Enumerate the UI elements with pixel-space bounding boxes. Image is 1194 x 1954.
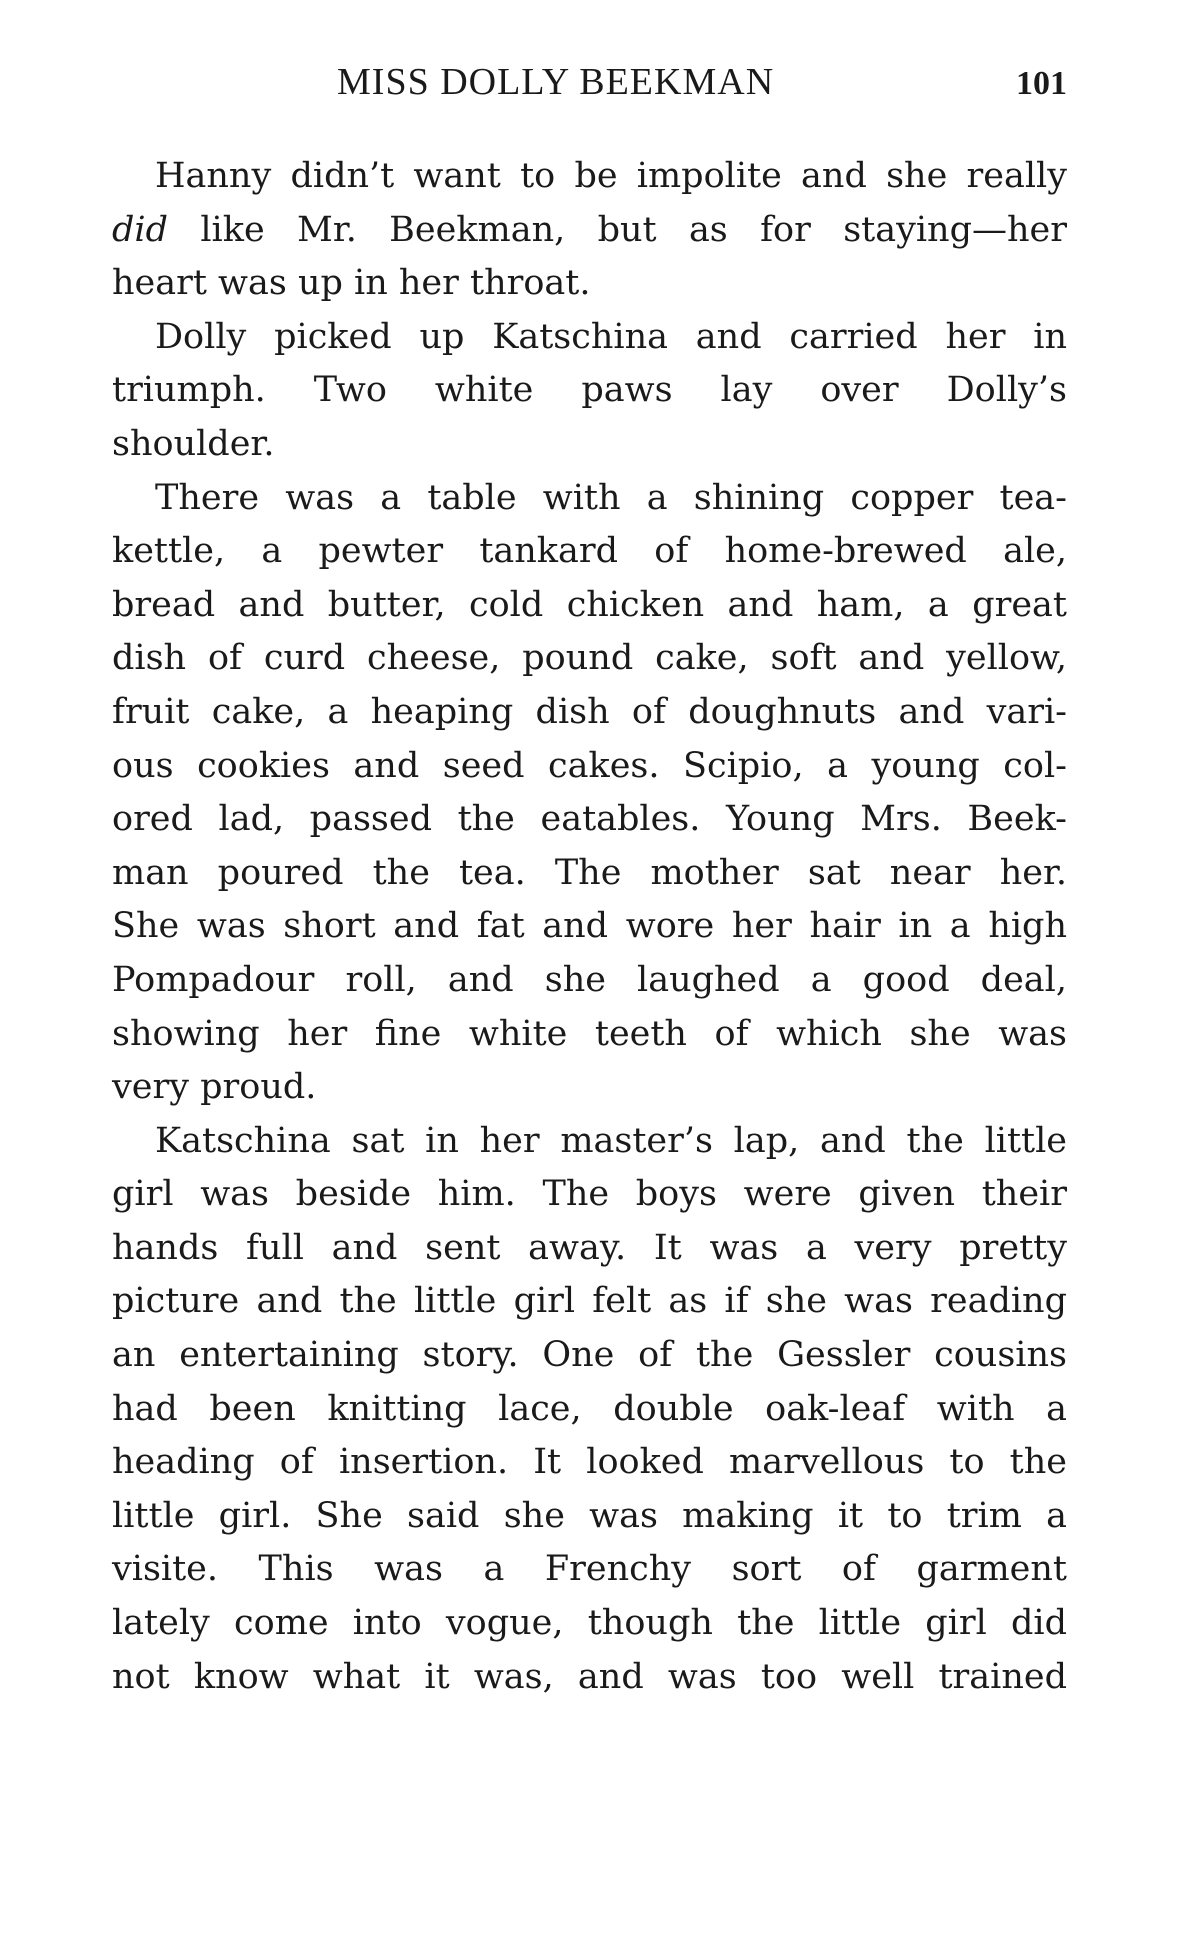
text-line — [112, 311, 1067, 365]
text-line — [112, 1436, 1067, 1490]
line-text: Katschina sat in her master’s lap, and the little — [155, 1120, 1067, 1161]
line-text: There was a table with a shining copper tea- — [155, 477, 1067, 518]
text-line — [112, 1061, 1067, 1115]
text-line — [112, 204, 1067, 258]
line-text: like Mr. Beekman, but as for staying—her — [168, 209, 1067, 250]
line-text: lately come into vogue, though the little girl did — [112, 1603, 1067, 1644]
line-text: ous cookies and seed cakes. Scipio, a young col- — [112, 745, 1067, 786]
body-text — [112, 150, 1067, 1704]
text-line — [112, 418, 1067, 472]
text-line — [112, 954, 1067, 1008]
paragraph — [112, 150, 1067, 311]
text-line — [112, 364, 1067, 418]
line-text: had been knitting lace, double oak-leaf with a — [112, 1388, 1067, 1429]
text-line — [112, 1490, 1067, 1544]
text-line — [112, 472, 1067, 526]
text-line — [112, 1008, 1067, 1062]
line-text: heart was up in her throat. — [112, 263, 591, 304]
text-line — [112, 847, 1067, 901]
line-text: bread and butter, cold chicken and ham, a great — [112, 584, 1067, 625]
text-line — [112, 1115, 1067, 1169]
line-text: She was short and fat and wore her hair in a high — [112, 906, 1067, 947]
line-text: Dolly picked up Katschina and carried her in — [155, 316, 1067, 357]
text-line — [112, 900, 1067, 954]
line-text: man poured the tea. The mother sat near her. — [112, 852, 1067, 893]
line-text: girl was beside him. The boys were given their — [112, 1174, 1067, 1215]
italic-text: did — [112, 209, 169, 250]
line-text: not know what it was, and was too well trained — [112, 1656, 1067, 1697]
line-text: an entertaining story. One of the Gessler cousins — [112, 1335, 1067, 1376]
text-line — [112, 632, 1067, 686]
text-line — [112, 740, 1067, 794]
line-text: visite. This was a Frenchy sort of garment — [112, 1549, 1067, 1590]
line-text: showing her fine white teeth of which she was — [112, 1013, 1067, 1054]
text-line — [112, 686, 1067, 740]
line-text: hands full and sent away. It was a very pretty — [112, 1227, 1067, 1268]
line-text: Pompadour roll, and she laughed a good deal, — [112, 959, 1067, 1000]
text-line — [112, 1597, 1067, 1651]
text-line — [112, 1222, 1067, 1276]
line-text: fruit cake, a heaping dish of doughnuts and vari- — [112, 691, 1067, 732]
running-title: MISS DOLLY BEEKMAN — [337, 61, 775, 103]
paragraph — [112, 472, 1067, 1115]
text-line — [112, 1168, 1067, 1222]
text-line — [112, 793, 1067, 847]
text-line — [112, 525, 1067, 579]
paragraph — [112, 311, 1067, 472]
text-line — [112, 579, 1067, 633]
text-line — [112, 1383, 1067, 1437]
line-text: dish of curd cheese, pound cake, soft and yellow, — [112, 638, 1067, 679]
running-head — [112, 62, 1067, 102]
text-line — [112, 1543, 1067, 1597]
line-text: heading of insertion. It looked marvellous to the — [112, 1442, 1067, 1483]
text-line — [112, 257, 1067, 311]
text-line — [112, 1329, 1067, 1383]
line-text: picture and the little girl felt as if she was reading — [112, 1281, 1067, 1322]
paragraph — [112, 1115, 1067, 1705]
line-text: kettle, a pewter tankard of home-brewed ale, — [112, 531, 1067, 572]
text-line — [112, 1651, 1067, 1705]
line-text: triumph. Two white paws lay over Dolly’s — [112, 370, 1067, 411]
line-text: ored lad, passed the eatables. Young Mrs. Beek- — [112, 799, 1067, 840]
line-text: Hanny didn’t want to be impolite and she really — [155, 156, 1067, 196]
line-text: little girl. She said she was making it to trim a — [112, 1495, 1067, 1536]
page-number: 101 — [1016, 65, 1067, 102]
text-line — [112, 150, 1067, 204]
text-line — [112, 1275, 1067, 1329]
line-text: very proud. — [112, 1067, 317, 1108]
line-text: shoulder. — [112, 423, 275, 464]
